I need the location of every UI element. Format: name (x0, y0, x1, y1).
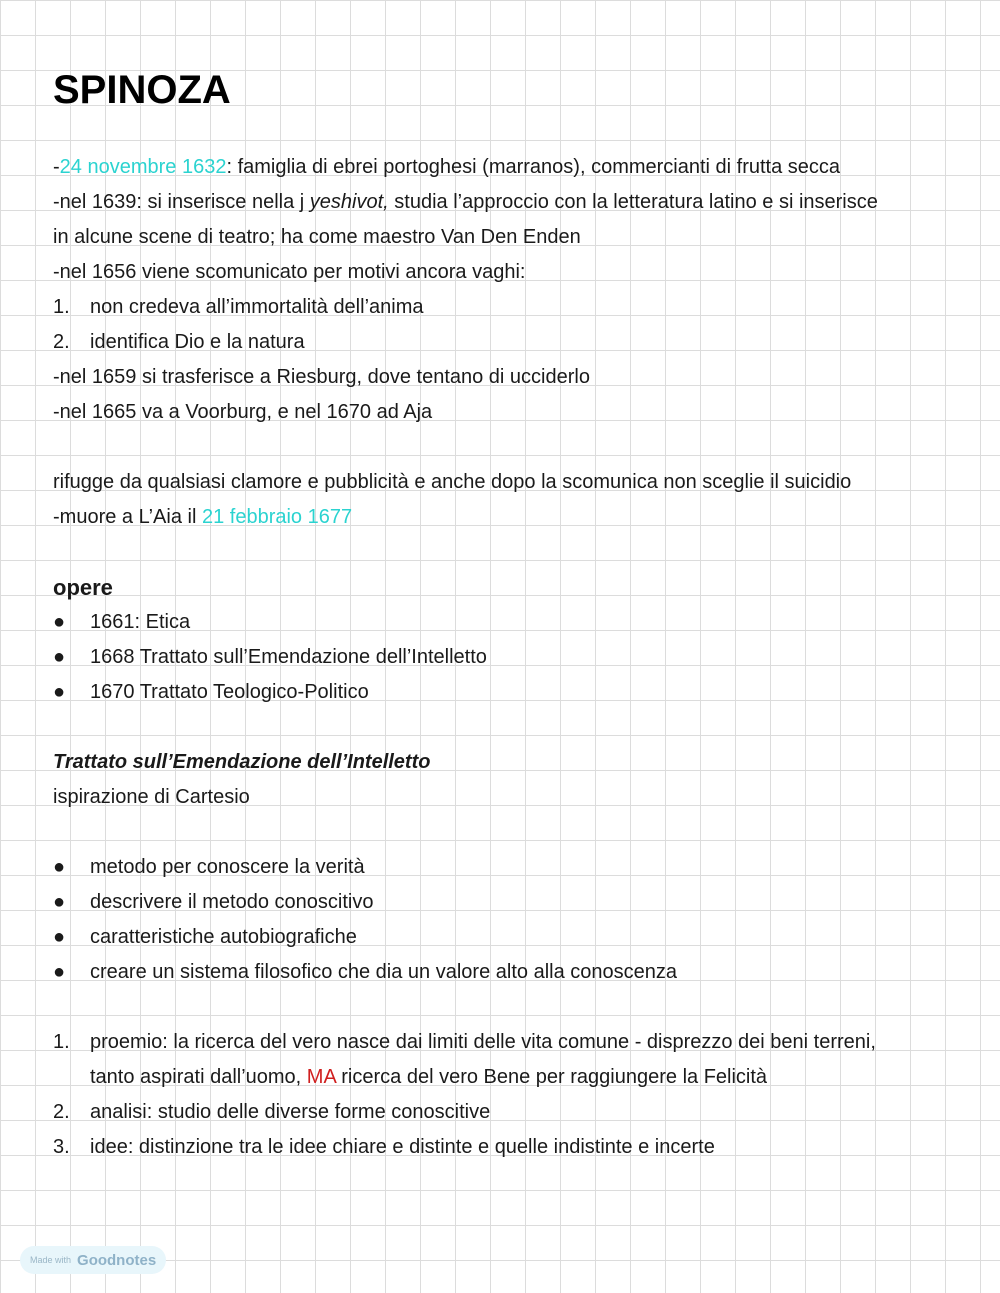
trattato-part: 3. idee: distinzione tra le idee chiare e distinte e quelle indistinte e incerte (53, 1136, 715, 1158)
page-title: SPINOZA (53, 68, 231, 112)
opere-item: ● 1661: Etica (53, 605, 953, 640)
bio-line-1639: -nel 1639: si inserisce nella j yeshivot, studia l’approccio con la letteratura latino e si inserisce (53, 191, 878, 213)
trattato-subtitle: ispirazione di Cartesio (53, 786, 250, 808)
bullet-icon: ● (53, 611, 66, 633)
trattato-part-continuation: tanto aspirati dall’uomo, MA ricerca del vero Bene per raggiungere la Felicità (90, 1066, 768, 1088)
reason-item: 1. non credeva all’immortalità dell’anima (53, 296, 424, 318)
death-date: 21 febbraio 1677 (201, 506, 353, 528)
bullet-icon: ● (53, 856, 66, 878)
trattato-bullet: ● descrivere il metodo conoscitivo (53, 885, 953, 920)
trattato-bullet: ● metodo per conoscere la verità (53, 850, 953, 885)
trattato-heading: Trattato sull’Emendazione dell’Intelletto (53, 751, 431, 773)
goodnotes-badge: Made with Goodnotes (20, 1246, 166, 1274)
opere-item: ● 1670 Trattato Teologico-Politico (53, 675, 953, 710)
opere-heading: opere (53, 575, 113, 600)
birth-date: 24 novembre 1632 (59, 156, 227, 178)
bio-line-1656: -nel 1656 viene scomunicato per motivi ancora vaghi: (53, 261, 526, 283)
bullet-icon: ● (53, 961, 66, 983)
bio-line-clamore: rifugge da qualsiasi clamore e pubblicità e anche dopo la scomunica non sceglie il suicidio (53, 471, 852, 493)
opere-item: ● 1668 Trattato sull’Emendazione dell’Intelletto (53, 640, 953, 675)
bullet-icon: ● (53, 681, 66, 703)
bio-line-death: -muore a L’Aia il 21 febbraio 1677 (53, 506, 353, 528)
trattato-bullet: ● creare un sistema filosofico che dia un valore alto alla conoscenza (53, 955, 953, 990)
bio-line-birth: -24 novembre 1632: famiglia di ebrei portoghesi (marranos), commercianti di frutta secca (53, 156, 841, 178)
trattato-part: 1. proemio: la ricerca del vero nasce dai limiti delle vita comune - disprezzo dei beni terreni, (53, 1031, 876, 1053)
bullet-icon: ● (53, 891, 66, 913)
bullet-icon: ● (53, 926, 66, 948)
bio-line-teatro: in alcune scene di teatro; ha come maestro Van Den Enden (53, 226, 581, 248)
note-body (53, 150, 953, 1165)
bullet-icon: ● (53, 646, 66, 668)
bio-line-1665: -nel 1665 va a Voorburg, e nel 1670 ad Aja (53, 401, 433, 423)
highlight-ma: MA (306, 1066, 336, 1088)
reason-item: 2. identifica Dio e la natura (53, 331, 305, 353)
goodnotes-logo: Goodnotes (77, 1251, 157, 1269)
trattato-bullet: ● caratteristiche autobiografiche (53, 920, 953, 955)
trattato-part: 2. analisi: studio delle diverse forme conoscitive (53, 1101, 491, 1123)
bio-line-1659: -nel 1659 si trasferisce a Riesburg, dove tentano di ucciderlo (53, 366, 590, 388)
